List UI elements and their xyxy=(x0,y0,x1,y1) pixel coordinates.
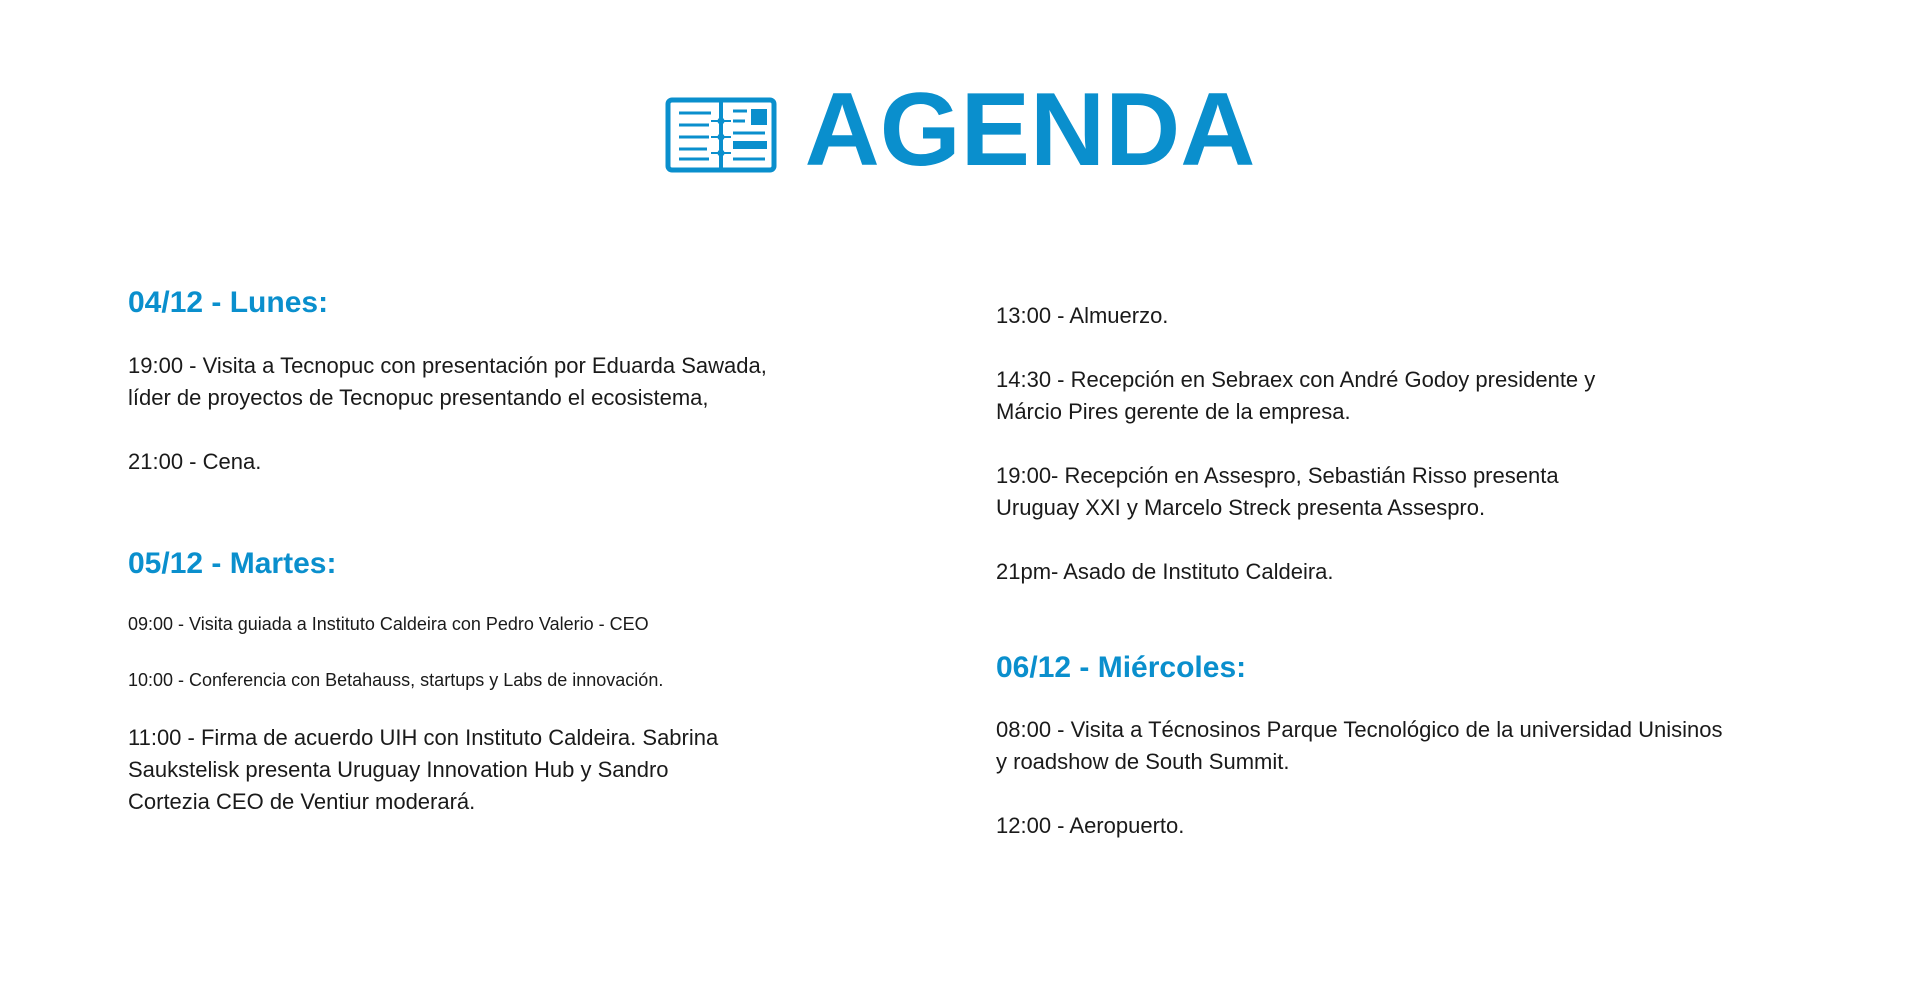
agenda-item-line: 09:00 - Visita guiada a Instituto Caldeira con Pedro Valerio - CEO xyxy=(128,614,649,634)
agenda-item-line: 13:00 - Almuerzo. xyxy=(996,303,1169,328)
agenda-item-line: 10:00 - Conferencia con Betahauss, startups y Labs de innovación. xyxy=(128,670,664,690)
agenda-item xyxy=(128,350,767,414)
day-title-miercoles: 06/12 - Miércoles: xyxy=(996,651,1247,684)
agenda-item xyxy=(996,810,1184,842)
agenda-item-line: 21:00 - Cena. xyxy=(128,449,262,474)
agenda-item-line: Saukstelisk presenta Uruguay Innovation Hub y Sandro xyxy=(128,757,669,782)
page-title: AGENDA xyxy=(804,72,1256,188)
agenda-item-line: y roadshow de South Summit. xyxy=(996,749,1290,774)
day-title-lunes: 04/12 - Lunes: xyxy=(128,286,329,319)
agenda-item-line: Cortezia CEO de Ventiur moderará. xyxy=(128,789,476,814)
agenda-item-line: Márcio Pires gerente de la empresa. xyxy=(996,399,1351,424)
agenda-header xyxy=(0,72,1920,188)
agenda-item xyxy=(128,667,663,693)
day-title-martes: 05/12 - Martes: xyxy=(128,547,337,580)
agenda-item-line: 21pm- Asado de Instituto Caldeira. xyxy=(996,559,1334,584)
agenda-item-line: 14:30 - Recepción en Sebraex con André Godoy presidente y xyxy=(996,367,1596,392)
agenda-item xyxy=(128,446,261,478)
agenda-book-icon xyxy=(665,97,777,173)
agenda-item-line: 19:00- Recepción en Assespro, Sebastián Risso presenta xyxy=(996,463,1559,488)
agenda-item xyxy=(996,460,1559,524)
agenda-item-line: 08:00 - Visita a Técnosinos Parque Tecnológico de la universidad Unisinos xyxy=(996,717,1723,742)
agenda-item-line: 11:00 - Firma de acuerdo UIH con Instituto Caldeira. Sabrina xyxy=(128,725,719,750)
agenda-item-line: 19:00 - Visita a Tecnopuc con presentación por Eduarda Sawada, xyxy=(128,353,767,378)
agenda-item-line: 12:00 - Aeropuerto. xyxy=(996,813,1185,838)
agenda-item xyxy=(996,364,1595,428)
agenda-item xyxy=(996,556,1334,588)
agenda-item xyxy=(128,611,649,637)
agenda-item xyxy=(996,714,1722,778)
agenda-item xyxy=(128,722,718,818)
agenda-item-line: Uruguay XXI y Marcelo Streck presenta Assespro. xyxy=(996,495,1486,520)
agenda-item-line: líder de proyectos de Tecnopuc presentando el ecosistema, xyxy=(128,385,709,410)
agenda-item xyxy=(996,300,1168,332)
